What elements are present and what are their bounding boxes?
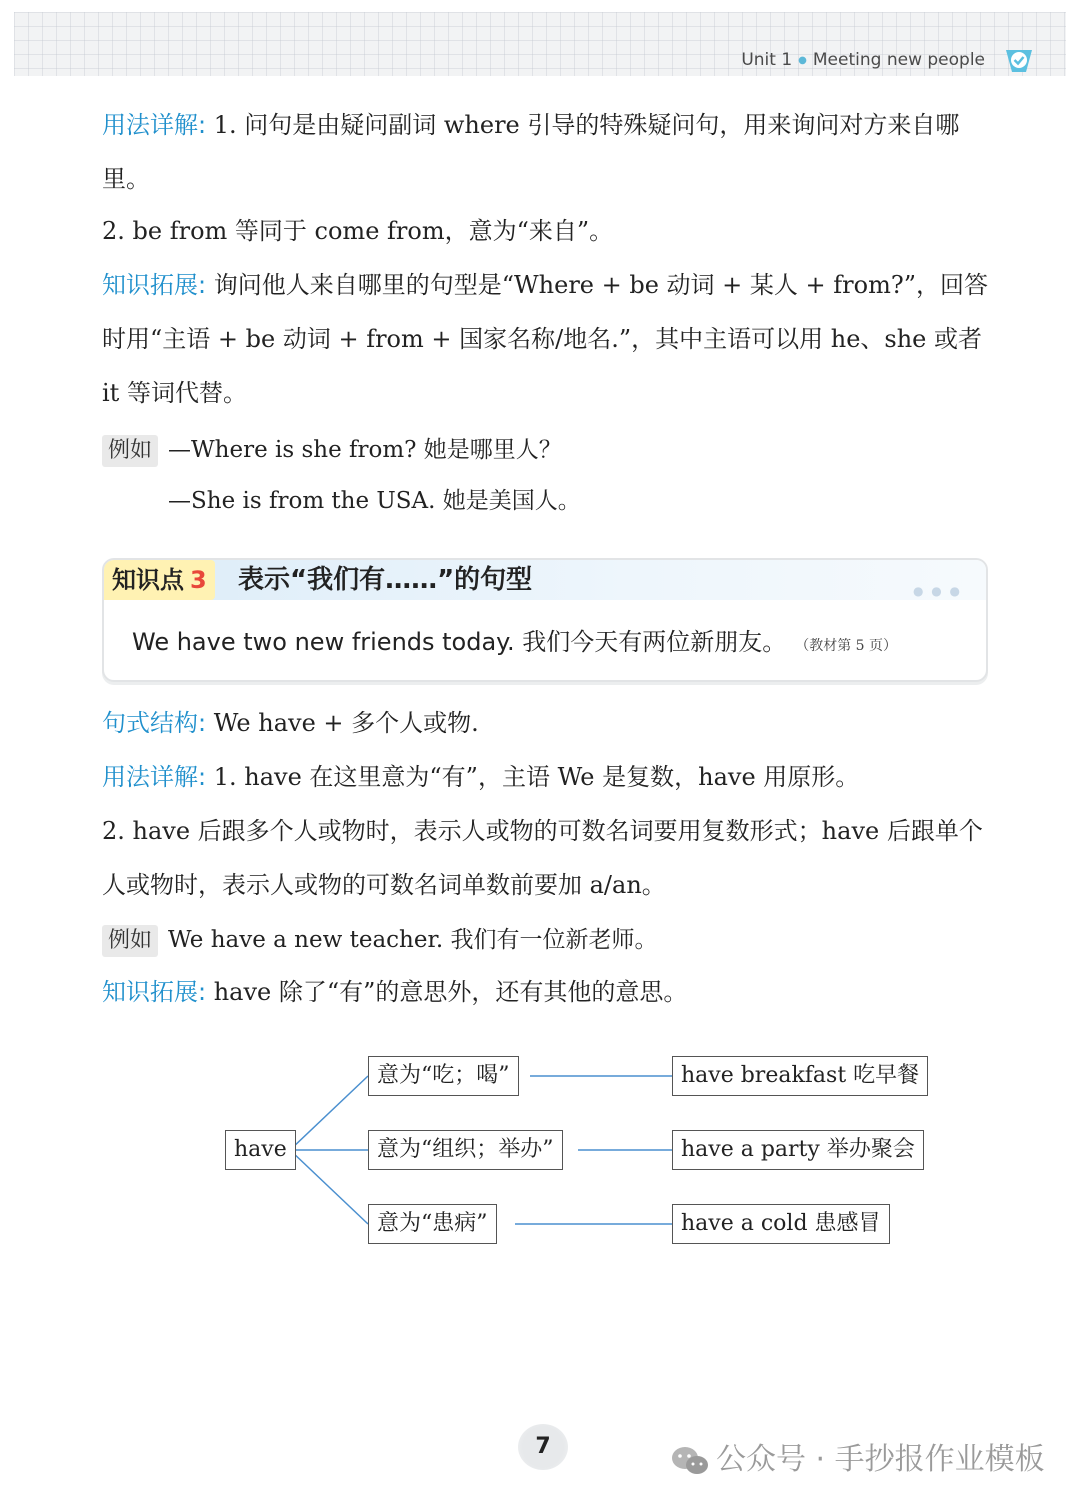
decorative-dots-icon: ● ● ● xyxy=(912,584,962,598)
dot-separator-icon: ● xyxy=(798,54,807,66)
extension-text: 询问他人来自哪里的句型是“Where + be 动词 + 某人 + from?”，回答时用“主语 + be 动词 + from + 国家名称/地名.”，其中主语可以用 he、she 或者 it 等词代替。 xyxy=(102,271,988,407)
kp-number: 3 xyxy=(190,566,207,594)
example-tag: 例如 xyxy=(102,435,158,467)
watermark xyxy=(670,1434,1045,1478)
kp-sentence-text: We have two new friends today. 我们今天有两位新朋友。 xyxy=(132,628,787,656)
watermark-text: 公众号 · 手抄报作业模板 xyxy=(716,1442,1045,1477)
diagram-example-cold: have a cold 患感冒 xyxy=(672,1204,890,1244)
knowledge-point-title: 表示“我们有……”的句型 xyxy=(238,565,533,595)
knowledge-point-sentence xyxy=(132,622,897,657)
example-tag-2: 例如 xyxy=(102,925,158,957)
knowledge-extension-1 xyxy=(102,258,992,420)
unit-badge-icon xyxy=(1002,46,1036,76)
knowledge-point-box xyxy=(102,558,988,682)
usage2-text-1: 1. have 在这里意为“有”，主语 We 是复数，have 用原形。 xyxy=(206,763,860,791)
usage-label-2: 用法详解: xyxy=(102,763,207,791)
diagram-example-party: have a party 举办聚会 xyxy=(672,1130,924,1170)
unit-title: Meeting new people xyxy=(812,50,985,70)
wechat-icon xyxy=(670,1444,710,1478)
extension-label-2: 知识拓展: xyxy=(102,978,207,1006)
unit-label: Unit 1 xyxy=(741,50,793,70)
diagram-root-have: have xyxy=(225,1130,296,1170)
usage-detail-2 xyxy=(102,750,992,804)
example-1-question xyxy=(102,434,562,467)
usage-text-2: 2. be from 等同于 come from，意为“来自”。 xyxy=(102,217,614,245)
example-2 xyxy=(102,924,658,957)
usage-detail-1-item2 xyxy=(102,204,992,258)
extension-label: 知识拓展: xyxy=(102,271,207,299)
usage-label: 用法详解: xyxy=(102,111,207,139)
knowledge-point-header xyxy=(104,560,986,600)
header-unit-title xyxy=(741,50,985,70)
example-question: —Where is she from? 她是哪里人？ xyxy=(168,437,562,463)
diagram-meaning-illness: 意为“患病” xyxy=(368,1204,497,1244)
kp-tag-text: 知识点 xyxy=(112,566,184,594)
example-answer: —She is from the USA. 她是美国人。 xyxy=(168,488,581,514)
usage-text: 1. 问句是由疑问副词 where 引导的特殊疑问句，用来询问对方来自哪里。 xyxy=(102,111,960,193)
usage2-text-2: 2. have 后跟多个人或物时，表示人或物的可数名词要用复数形式；have 后跟单个人或物时，表示人或物的可数名词单数前要加 a/an。 xyxy=(102,817,983,899)
page-number: 7 xyxy=(518,1424,568,1470)
usage-detail-1 xyxy=(102,98,992,206)
usage-detail-2-item2 xyxy=(102,804,992,912)
diagram-meaning-eat-drink: 意为“吃；喝” xyxy=(368,1056,519,1096)
sentence-structure xyxy=(102,696,992,750)
structure-text: We have + 多个人或物. xyxy=(206,709,479,737)
example-1-answer xyxy=(168,485,581,517)
example-2-text: We have a new teacher. 我们有一位新老师。 xyxy=(168,927,658,953)
diagram-example-breakfast: have breakfast 吃早餐 xyxy=(672,1056,928,1096)
structure-label: 句式结构: xyxy=(102,709,207,737)
extension-2-text: have 除了“有”的意思外，还有其他的意思。 xyxy=(206,978,688,1006)
knowledge-point-tag xyxy=(104,560,215,600)
textbook-reference: （教材第 5 页） xyxy=(802,638,898,654)
diagram-meaning-organize: 意为“组织；举办” xyxy=(368,1130,563,1170)
knowledge-extension-2 xyxy=(102,965,992,1019)
